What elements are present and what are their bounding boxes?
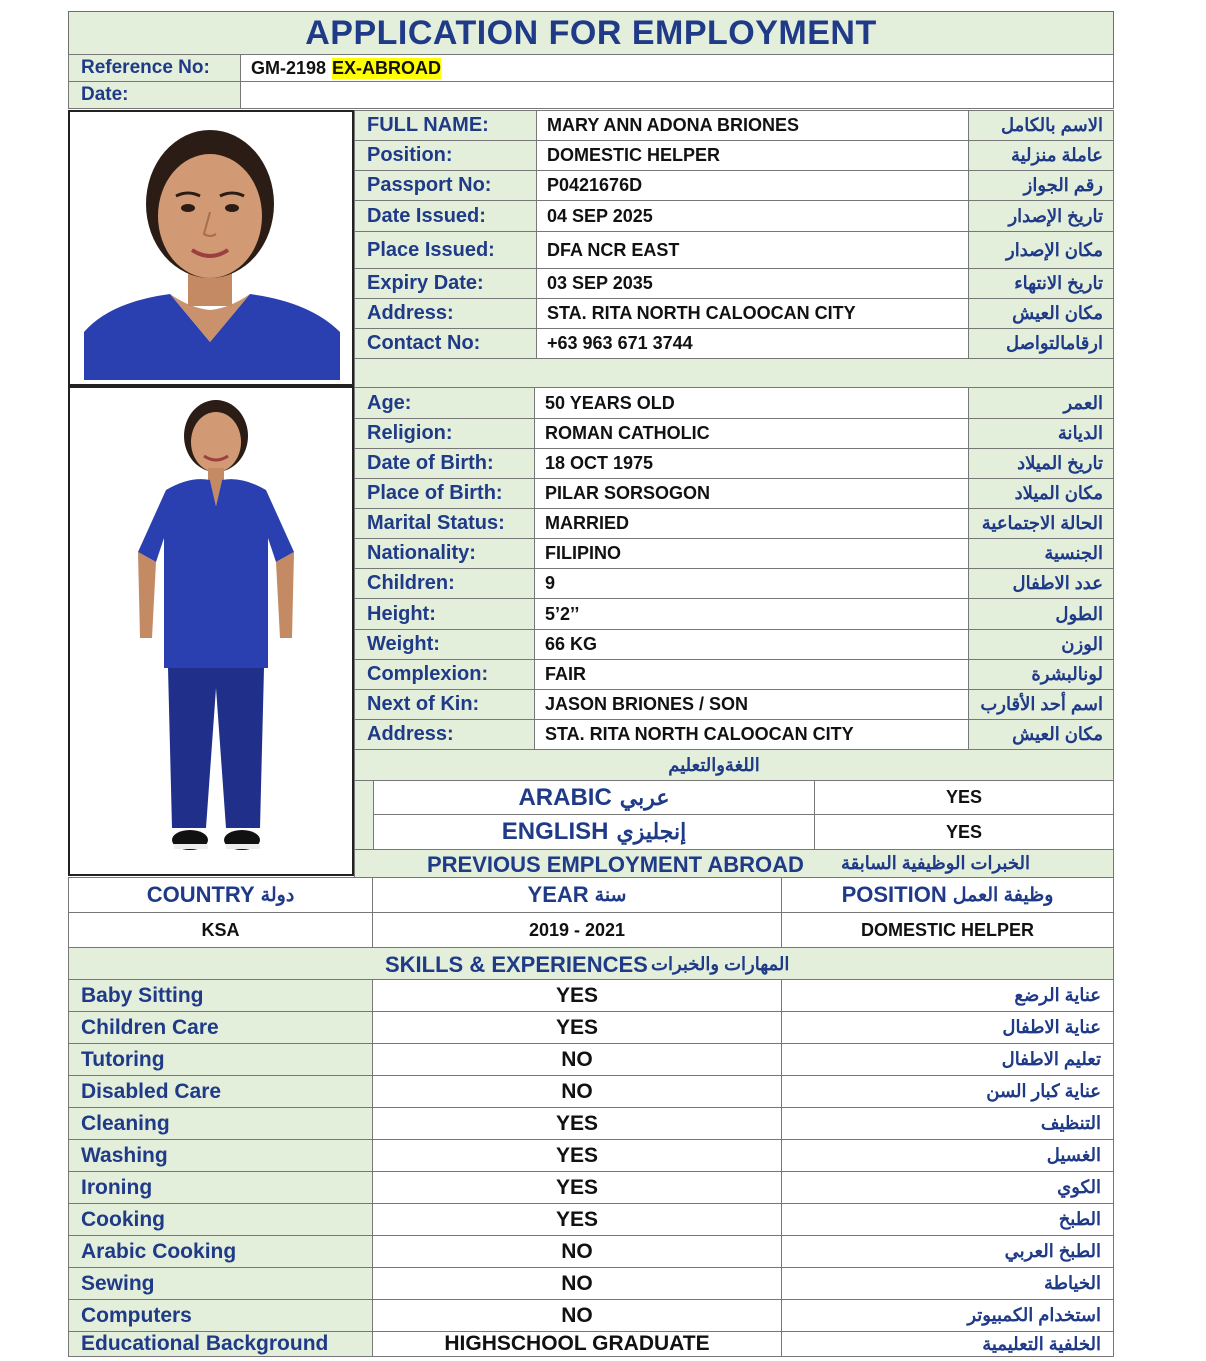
- personal-value-cell: [536, 231, 969, 269]
- personal-arabic: رقم الجواز: [1023, 175, 1103, 195]
- detail-label: Children:: [367, 572, 455, 594]
- skill-label: Cleaning: [81, 1111, 170, 1135]
- detail-value: FILIPINO: [545, 543, 621, 563]
- language-header-cell: [354, 749, 1114, 781]
- skill-value: YES: [555, 1175, 599, 1199]
- headshot-photo-frame: [68, 110, 354, 386]
- detail-arabic-cell: [968, 448, 1114, 479]
- detail-arabic: الجنسية: [1044, 543, 1103, 563]
- detail-value: 50 YEARS OLD: [545, 392, 675, 413]
- employment-country: KSA: [201, 919, 240, 940]
- detail-label: Place of Birth:: [367, 482, 503, 504]
- personal-value: P0421676D: [547, 175, 643, 195]
- col-year-cell: [372, 877, 782, 913]
- personal-value: 04 SEP 2025: [547, 205, 653, 226]
- detail-arabic-cell: [968, 568, 1114, 599]
- personal-label-cell: [354, 140, 537, 171]
- employment-year-cell: [372, 912, 782, 948]
- personal-label-cell: [354, 200, 537, 232]
- reference-value-cell: [240, 54, 1114, 82]
- personal-arabic-cell: [968, 200, 1114, 232]
- detail-arabic: العمر: [1063, 392, 1103, 413]
- detail-label: Date of Birth:: [367, 452, 494, 474]
- skill-value: NO: [561, 1271, 593, 1295]
- lang-arabic-value: YES: [945, 787, 983, 807]
- personal-arabic-cell: [968, 110, 1114, 141]
- full-body-photo: [70, 388, 352, 874]
- skill-label-cell: [68, 1203, 373, 1236]
- personal-arabic: تاريخ الانتهاء: [1014, 273, 1103, 293]
- personal-label-cell: [354, 110, 537, 141]
- personal-value: +63 963 671 3744: [547, 333, 693, 353]
- detail-label: Height:: [367, 602, 436, 625]
- skill-arabic: الطبخ العربي: [1004, 1241, 1101, 1261]
- detail-label: Nationality:: [367, 542, 476, 564]
- skill-value-cell: [372, 1171, 782, 1204]
- personal-label: Contact No:: [367, 332, 481, 354]
- date-label-cell: [68, 81, 241, 109]
- detail-value-cell: [534, 598, 969, 630]
- detail-arabic: مكان الميلاد: [1014, 483, 1103, 503]
- detail-arabic: الطول: [1055, 603, 1103, 624]
- skill-arabic-cell: [781, 1011, 1114, 1044]
- skill-arabic-cell: [781, 979, 1114, 1012]
- detail-value-cell: [534, 418, 969, 449]
- personal-value-cell: [536, 200, 969, 232]
- personal-label-cell: [354, 231, 537, 269]
- personal-label-cell: [354, 170, 537, 201]
- detail-value-cell: [534, 629, 969, 660]
- skill-label-cell: [68, 1171, 373, 1204]
- employment-header-cell: [354, 849, 1114, 878]
- detail-label-cell: [354, 418, 535, 449]
- employment-position-cell: [781, 912, 1114, 948]
- col-year-label: YEAR: [527, 882, 589, 907]
- skill-label: Tutoring: [81, 1047, 165, 1071]
- lang-english-label: ENGLISH: [501, 818, 609, 845]
- skill-value: YES: [555, 1111, 599, 1135]
- skill-value: YES: [555, 1143, 599, 1167]
- personal-arabic-cell: [968, 268, 1114, 299]
- skill-label: Computers: [81, 1303, 192, 1327]
- personal-value-cell: [536, 268, 969, 299]
- skill-arabic-cell: [781, 1107, 1114, 1140]
- skill-value-cell: [372, 979, 782, 1012]
- personal-arabic: تاريخ الإصدار: [1008, 205, 1103, 226]
- detail-arabic-cell: [968, 387, 1114, 419]
- col-position-label: POSITION: [841, 882, 947, 907]
- skill-value: YES: [555, 983, 599, 1007]
- skill-label: Baby Sitting: [81, 983, 204, 1007]
- col-year-arabic: سنة: [594, 884, 627, 906]
- detail-arabic-cell: [968, 659, 1114, 690]
- reference-number: GM-2198: [251, 57, 327, 78]
- skill-arabic-cell: [781, 1171, 1114, 1204]
- detail-label-cell: [354, 448, 535, 479]
- personal-value: 03 SEP 2035: [547, 273, 653, 293]
- personal-arabic-cell: [968, 298, 1114, 329]
- detail-value: MARRIED: [545, 513, 629, 533]
- personal-arabic-cell: [968, 170, 1114, 201]
- col-position-cell: [781, 877, 1114, 913]
- personal-arabic: مكان العيش: [1012, 303, 1103, 323]
- personal-arabic: الاسم بالكامل: [1000, 115, 1103, 135]
- personal-arabic-cell: [968, 140, 1114, 171]
- employment-position: DOMESTIC HELPER: [860, 919, 1034, 940]
- title-bar: [68, 11, 1114, 55]
- skill-value-cell: [372, 1267, 782, 1300]
- detail-value-cell: [534, 478, 969, 509]
- detail-label-cell: [354, 538, 535, 569]
- reference-label-cell: [68, 54, 241, 82]
- skill-arabic-cell: [781, 1267, 1114, 1300]
- lang-english-value-cell: [814, 814, 1114, 850]
- skill-value: HIGHSCHOOL GRADUATE: [444, 1332, 710, 1355]
- headshot-photo: [70, 112, 352, 384]
- personal-label: Date Issued:: [367, 204, 486, 227]
- personal-label-cell: [354, 268, 537, 299]
- skill-arabic: عناية الاطفال: [1002, 1017, 1101, 1037]
- date-value-cell: [240, 81, 1114, 109]
- personal-label-cell: [354, 298, 537, 329]
- skill-value-cell: [372, 1139, 782, 1172]
- detail-value: 18 OCT 1975: [545, 453, 654, 473]
- lang-arabic-label: ARABIC: [518, 783, 612, 811]
- col-position-arabic: وظيفة العمل: [952, 884, 1054, 906]
- skills-header-arabic: المهارات والخبرات: [651, 954, 790, 974]
- employment-year: 2019 - 2021: [528, 919, 626, 940]
- skill-arabic: الخلفية التعليمية: [982, 1333, 1101, 1354]
- lang-arabic-label-cell: [373, 780, 815, 815]
- detail-value-cell: [534, 538, 969, 569]
- detail-value-cell: [534, 508, 969, 539]
- lang-arabic-value-cell: [814, 780, 1114, 815]
- personal-value-cell: [536, 328, 969, 359]
- col-country-arabic: دولة: [260, 884, 295, 906]
- detail-label-cell: [354, 689, 535, 720]
- detail-label: Marital Status:: [367, 512, 505, 534]
- skills-header: SKILLS & EXPERIENCES: [385, 952, 648, 977]
- skill-label: Washing: [81, 1143, 168, 1167]
- detail-arabic-cell: [968, 478, 1114, 509]
- skill-label: Sewing: [81, 1271, 155, 1295]
- personal-label: FULL NAME:: [367, 114, 489, 136]
- detail-arabic: الوزن: [1061, 634, 1103, 654]
- reference-tag: EX-ABROAD: [332, 57, 442, 78]
- detail-value: 5’2’’: [545, 603, 580, 624]
- page-title: APPLICATION FOR EMPLOYMENT: [305, 13, 877, 52]
- skill-value-cell: [372, 1203, 782, 1236]
- personal-label: Place Issued:: [367, 238, 495, 261]
- skill-label-cell: [68, 1139, 373, 1172]
- personal-label: Expiry Date:: [367, 272, 484, 294]
- skill-value-cell: [372, 1075, 782, 1108]
- detail-value: ROMAN CATHOLIC: [545, 423, 710, 443]
- lang-english-label-cell: [373, 814, 815, 850]
- skill-value: YES: [555, 1015, 599, 1039]
- detail-label-cell: [354, 508, 535, 539]
- skill-value-cell: [372, 1235, 782, 1268]
- skill-label: Ironing: [81, 1175, 153, 1199]
- detail-arabic: تاريخ الميلاد: [1017, 453, 1103, 473]
- employment-country-cell: [68, 912, 373, 948]
- detail-value: 9: [545, 573, 556, 593]
- language-header: اللغةوالتعليم: [668, 754, 760, 775]
- detail-arabic-cell: [968, 689, 1114, 720]
- skill-value: YES: [555, 1207, 599, 1231]
- detail-value-cell: [534, 689, 969, 720]
- personal-arabic: مكان الإصدار: [1006, 239, 1103, 260]
- skill-arabic: عناية الرضع: [1014, 985, 1101, 1005]
- detail-arabic-cell: [968, 598, 1114, 630]
- col-country-label: COUNTRY: [146, 882, 255, 907]
- skill-label: Children Care: [81, 1015, 219, 1039]
- skill-arabic-cell: [781, 1203, 1114, 1236]
- detail-value: STA. RITA NORTH CALOOCAN CITY: [545, 724, 854, 744]
- lang-english-value: YES: [945, 821, 983, 842]
- skill-arabic: الكوي: [1057, 1177, 1101, 1197]
- lang-arabic-arabic: عربي: [619, 784, 670, 810]
- skills-header-cell: [68, 947, 1114, 980]
- skill-label-cell: [68, 1043, 373, 1076]
- detail-arabic: عدد الاطفال: [1012, 573, 1103, 593]
- personal-label: Passport No:: [367, 174, 492, 196]
- detail-arabic-cell: [968, 719, 1114, 750]
- detail-value-cell: [534, 448, 969, 479]
- employment-header-arabic: الخبرات الوظيفية السابقة: [841, 853, 1030, 873]
- skill-label-cell: [68, 979, 373, 1012]
- personal-arabic-cell: [968, 231, 1114, 269]
- personal-value: MARY ANN ADONA BRIONES: [547, 115, 800, 135]
- date-label: Date:: [81, 84, 129, 105]
- skill-value: NO: [561, 1079, 593, 1103]
- detail-value: PILAR SORSOGON: [545, 483, 711, 503]
- skill-value: NO: [561, 1047, 593, 1071]
- detail-value: FAIR: [545, 664, 587, 684]
- personal-arabic: ارقامالتواصل: [1005, 333, 1103, 353]
- detail-arabic-cell: [968, 538, 1114, 569]
- personal-value-cell: [536, 170, 969, 201]
- skill-label-cell: [68, 1011, 373, 1044]
- skill-arabic: تعليم الاطفال: [1001, 1049, 1101, 1069]
- detail-label-cell: [354, 598, 535, 630]
- detail-label: Weight:: [367, 633, 440, 655]
- personal-value-cell: [536, 140, 969, 171]
- detail-label: Religion:: [367, 422, 453, 444]
- skill-arabic-cell: [781, 1299, 1114, 1332]
- detail-value: JASON BRIONES / SON: [545, 694, 749, 714]
- detail-label: Next of Kin:: [367, 693, 480, 715]
- skill-value-cell: [372, 1107, 782, 1140]
- detail-label: Address:: [367, 723, 454, 745]
- skill-value-cell: [372, 1331, 782, 1357]
- personal-label: Address:: [367, 302, 454, 324]
- detail-value-cell: [534, 659, 969, 690]
- personal-label: Position:: [367, 144, 453, 166]
- detail-value-cell: [534, 568, 969, 599]
- personal-value: DOMESTIC HELPER: [547, 145, 721, 165]
- skill-value: NO: [561, 1239, 593, 1263]
- detail-label-cell: [354, 568, 535, 599]
- skill-arabic-cell: [781, 1235, 1114, 1268]
- skill-label-cell: [68, 1107, 373, 1140]
- skill-arabic-cell: [781, 1139, 1114, 1172]
- personal-value-cell: [536, 298, 969, 329]
- skill-arabic-cell: [781, 1075, 1114, 1108]
- skill-arabic: الغسيل: [1046, 1145, 1101, 1165]
- skill-label: Arabic Cooking: [81, 1239, 237, 1263]
- detail-arabic-cell: [968, 508, 1114, 539]
- employment-header: PREVIOUS EMPLOYMENT ABROAD: [427, 852, 804, 877]
- detail-arabic-cell: [968, 418, 1114, 449]
- language-left-strip: [354, 780, 374, 850]
- skill-value-cell: [372, 1011, 782, 1044]
- col-country-cell: [68, 877, 373, 913]
- detail-label-cell: [354, 629, 535, 660]
- detail-label: Age:: [367, 391, 412, 414]
- skill-arabic-cell: [781, 1043, 1114, 1076]
- skill-label-cell: [68, 1267, 373, 1300]
- skill-value-cell: [372, 1299, 782, 1332]
- detail-arabic: مكان العيش: [1012, 724, 1103, 744]
- skill-label: Disabled Care: [81, 1079, 222, 1103]
- personal-value: STA. RITA NORTH CALOOCAN CITY: [547, 303, 856, 323]
- personal-arabic: عاملة منزلية: [1010, 145, 1103, 165]
- detail-label-cell: [354, 719, 535, 750]
- skill-arabic: استخدام الكمبيوتر: [967, 1305, 1101, 1325]
- reference-label: Reference No:: [81, 57, 210, 78]
- lang-english-arabic: إنجليزي: [616, 819, 687, 844]
- skill-value-cell: [372, 1043, 782, 1076]
- detail-label-cell: [354, 659, 535, 690]
- detail-label-cell: [354, 387, 535, 419]
- full-body-photo-frame: [68, 386, 354, 876]
- personal-value: DFA NCR EAST: [547, 239, 680, 260]
- detail-arabic: الحالة الاجتماعية: [981, 513, 1103, 533]
- skill-label-cell: [68, 1331, 373, 1357]
- detail-value: 66 KG: [545, 634, 598, 654]
- skill-label: Cooking: [81, 1207, 165, 1231]
- spacer-row: [354, 358, 1114, 388]
- detail-arabic: اسم أحد الأقارب: [980, 694, 1103, 714]
- skill-value: NO: [561, 1303, 593, 1327]
- skill-label: Educational Background: [81, 1332, 329, 1355]
- detail-arabic: لونالبشرة: [1031, 664, 1103, 684]
- detail-value-cell: [534, 719, 969, 750]
- personal-label-cell: [354, 328, 537, 359]
- skill-label-cell: [68, 1075, 373, 1108]
- personal-value-cell: [536, 110, 969, 141]
- detail-value-cell: [534, 387, 969, 419]
- skill-arabic: الخياطة: [1044, 1273, 1101, 1293]
- detail-arabic: الديانة: [1057, 423, 1103, 443]
- skill-arabic: عناية كبار السن: [986, 1081, 1101, 1101]
- personal-arabic-cell: [968, 328, 1114, 359]
- detail-label: Complexion:: [367, 663, 489, 685]
- skill-arabic: التنظيف: [1040, 1113, 1101, 1133]
- skill-arabic-cell: [781, 1331, 1114, 1357]
- skill-arabic: الطبخ: [1058, 1209, 1101, 1229]
- detail-label-cell: [354, 478, 535, 509]
- skill-label-cell: [68, 1235, 373, 1268]
- skill-label-cell: [68, 1299, 373, 1332]
- detail-arabic-cell: [968, 629, 1114, 660]
